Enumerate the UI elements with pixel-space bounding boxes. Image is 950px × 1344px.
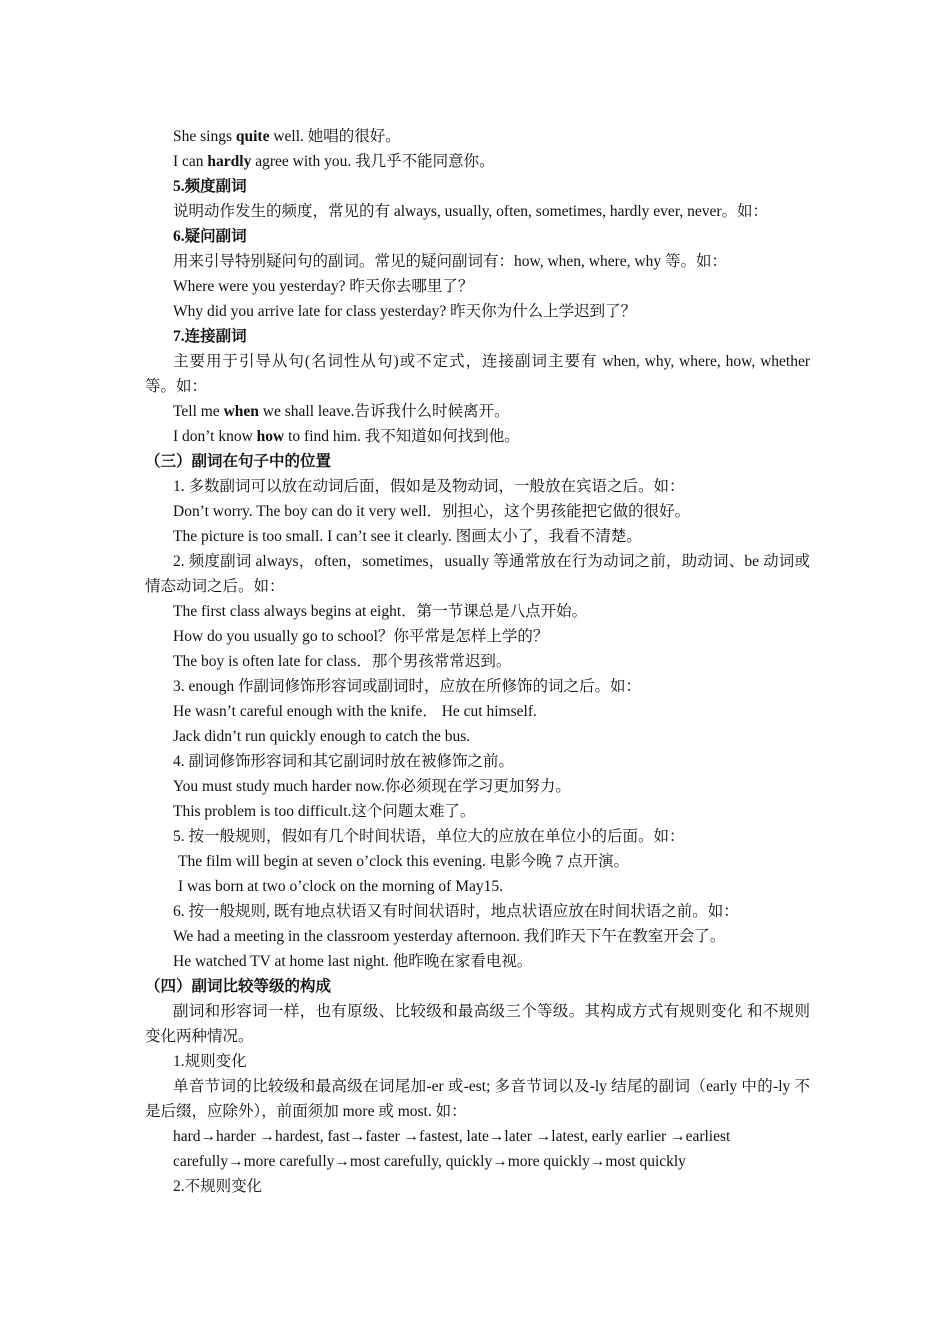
rule-4: 4. 副词修饰形容词和其它副词时放在被修饰之前。 — [173, 753, 515, 770]
example-hardly: I can hardly agree with you. 我几乎不能同意你。 — [173, 153, 495, 170]
section-heading-position: （三）副词在句子中的位置 — [145, 453, 332, 470]
conjunctive-description: 主要用于引导从句(名词性从句)或不定式，连接副词主要有 when, why, where, how, whether 等。如： — [145, 353, 810, 395]
example-meeting: We had a meeting in the classroom yesterday afternoon. 我们昨天下午在教室开会了。 — [173, 928, 726, 945]
example-bus: Jack didn’t run quickly enough to catch the bus. — [173, 728, 471, 745]
rule-3: 3. enough 作副词修饰形容词或副词时，应放在所修饰的词之后。如： — [173, 678, 642, 695]
example-study: You must study much harder now.你必须现在学习更加努力。 — [173, 778, 571, 795]
irregular-change-heading: 2.不规则变化 — [173, 1178, 263, 1195]
example-film: The film will begin at seven o’clock this evening. 电影今晚 7 点开演。 — [178, 853, 630, 870]
interrogative-description: 用来引导特别疑问句的副词。常见的疑问副词有：how, when, where, why 等。如： — [173, 253, 727, 270]
regular-change-heading: 1.规则变化 — [173, 1053, 247, 1070]
heading-interrogative-adverbs: 6.疑问副词 — [173, 228, 247, 245]
rule-6: 6. 按一般规则, 既有地点状语又有时间状语时，地点状语应放在时间状语之前。如： — [173, 903, 739, 920]
example-born: I was born at two o’clock on the morning of May15. — [178, 878, 504, 895]
example-dont-worry: Don’t worry. The boy can do it very well．别担心，这个男孩能把它做的很好。 — [173, 503, 691, 520]
example-often: The boy is often late for class．那个男孩常常迟到。 — [173, 653, 512, 670]
example-knife: He wasn’t careful enough with the knife． He cut himself. — [173, 703, 537, 720]
example-when: Tell me when we shall leave.告诉我什么时候离开。 — [173, 403, 510, 420]
example-usually: How do you usually go to school？你平常是怎样上学的？ — [173, 628, 549, 645]
rule-1: 1. 多数副词可以放在动词后面，假如是及物动词，一般放在宾语之后。如： — [173, 478, 685, 495]
example-why: Why did you arrive late for class yesterday? 昨天你为什么上学迟到了？ — [173, 303, 637, 320]
frequency-description: 说明动作发生的频度，常见的有 always, usually, often, sometimes, hardly ever, never。如： — [173, 203, 769, 220]
regular-change-description: 单音节词的比较级和最高级在词尾加-er 或-est; 多音节词以及-ly 结尾的副词（early 中的-ly 不是后缀，应除外），前面须加 more 或 most. 如： — [145, 1078, 810, 1120]
example-where: Where were you yesterday? 昨天你去哪里了？ — [173, 278, 474, 295]
example-quite: She sings quite well. 她唱的很好。 — [173, 128, 401, 145]
comparison-description: 副词和形容词一样，也有原级、比较级和最高级三个等级。其构成方式有规则变化 和不规则变化两种情况。 — [145, 1003, 810, 1045]
rule-5: 5. 按一般规则，假如有几个时间状语，单位大的应放在单位小的后面。如： — [173, 828, 685, 845]
example-first-class: The first class always begins at eight．第一节课总是八点开始。 — [173, 603, 588, 620]
example-how: I don’t know how to find him. 我不知道如何找到他。 — [173, 428, 520, 445]
heading-conjunctive-adverbs: 7.连接副词 — [173, 328, 247, 345]
document-body — [145, 124, 810, 1199]
section-heading-comparison: （四）副词比较等级的构成 — [145, 978, 332, 995]
example-tv: He watched TV at home last night. 他昨晚在家看电视。 — [173, 953, 533, 970]
examples-polysyllabic: carefully→more carefully→most carefully, quickly→more quickly→most quickly — [173, 1153, 686, 1170]
example-problem: This problem is too difficult.这个问题太难了。 — [173, 803, 476, 820]
rule-2: 2. 频度副词 always，often，sometimes，usually 等通常放在行为动词之前，助动词、be 动词或情态动词之后。如： — [145, 553, 810, 595]
example-picture: The picture is too small. I can’t see it clearly. 图画太小了，我看不清楚。 — [173, 528, 642, 545]
heading-frequency-adverbs: 5.频度副词 — [173, 178, 247, 195]
examples-monosyllabic: hard→harder →hardest, fast→faster →fastest, late→later →latest, early earlier →earliest — [173, 1128, 731, 1145]
